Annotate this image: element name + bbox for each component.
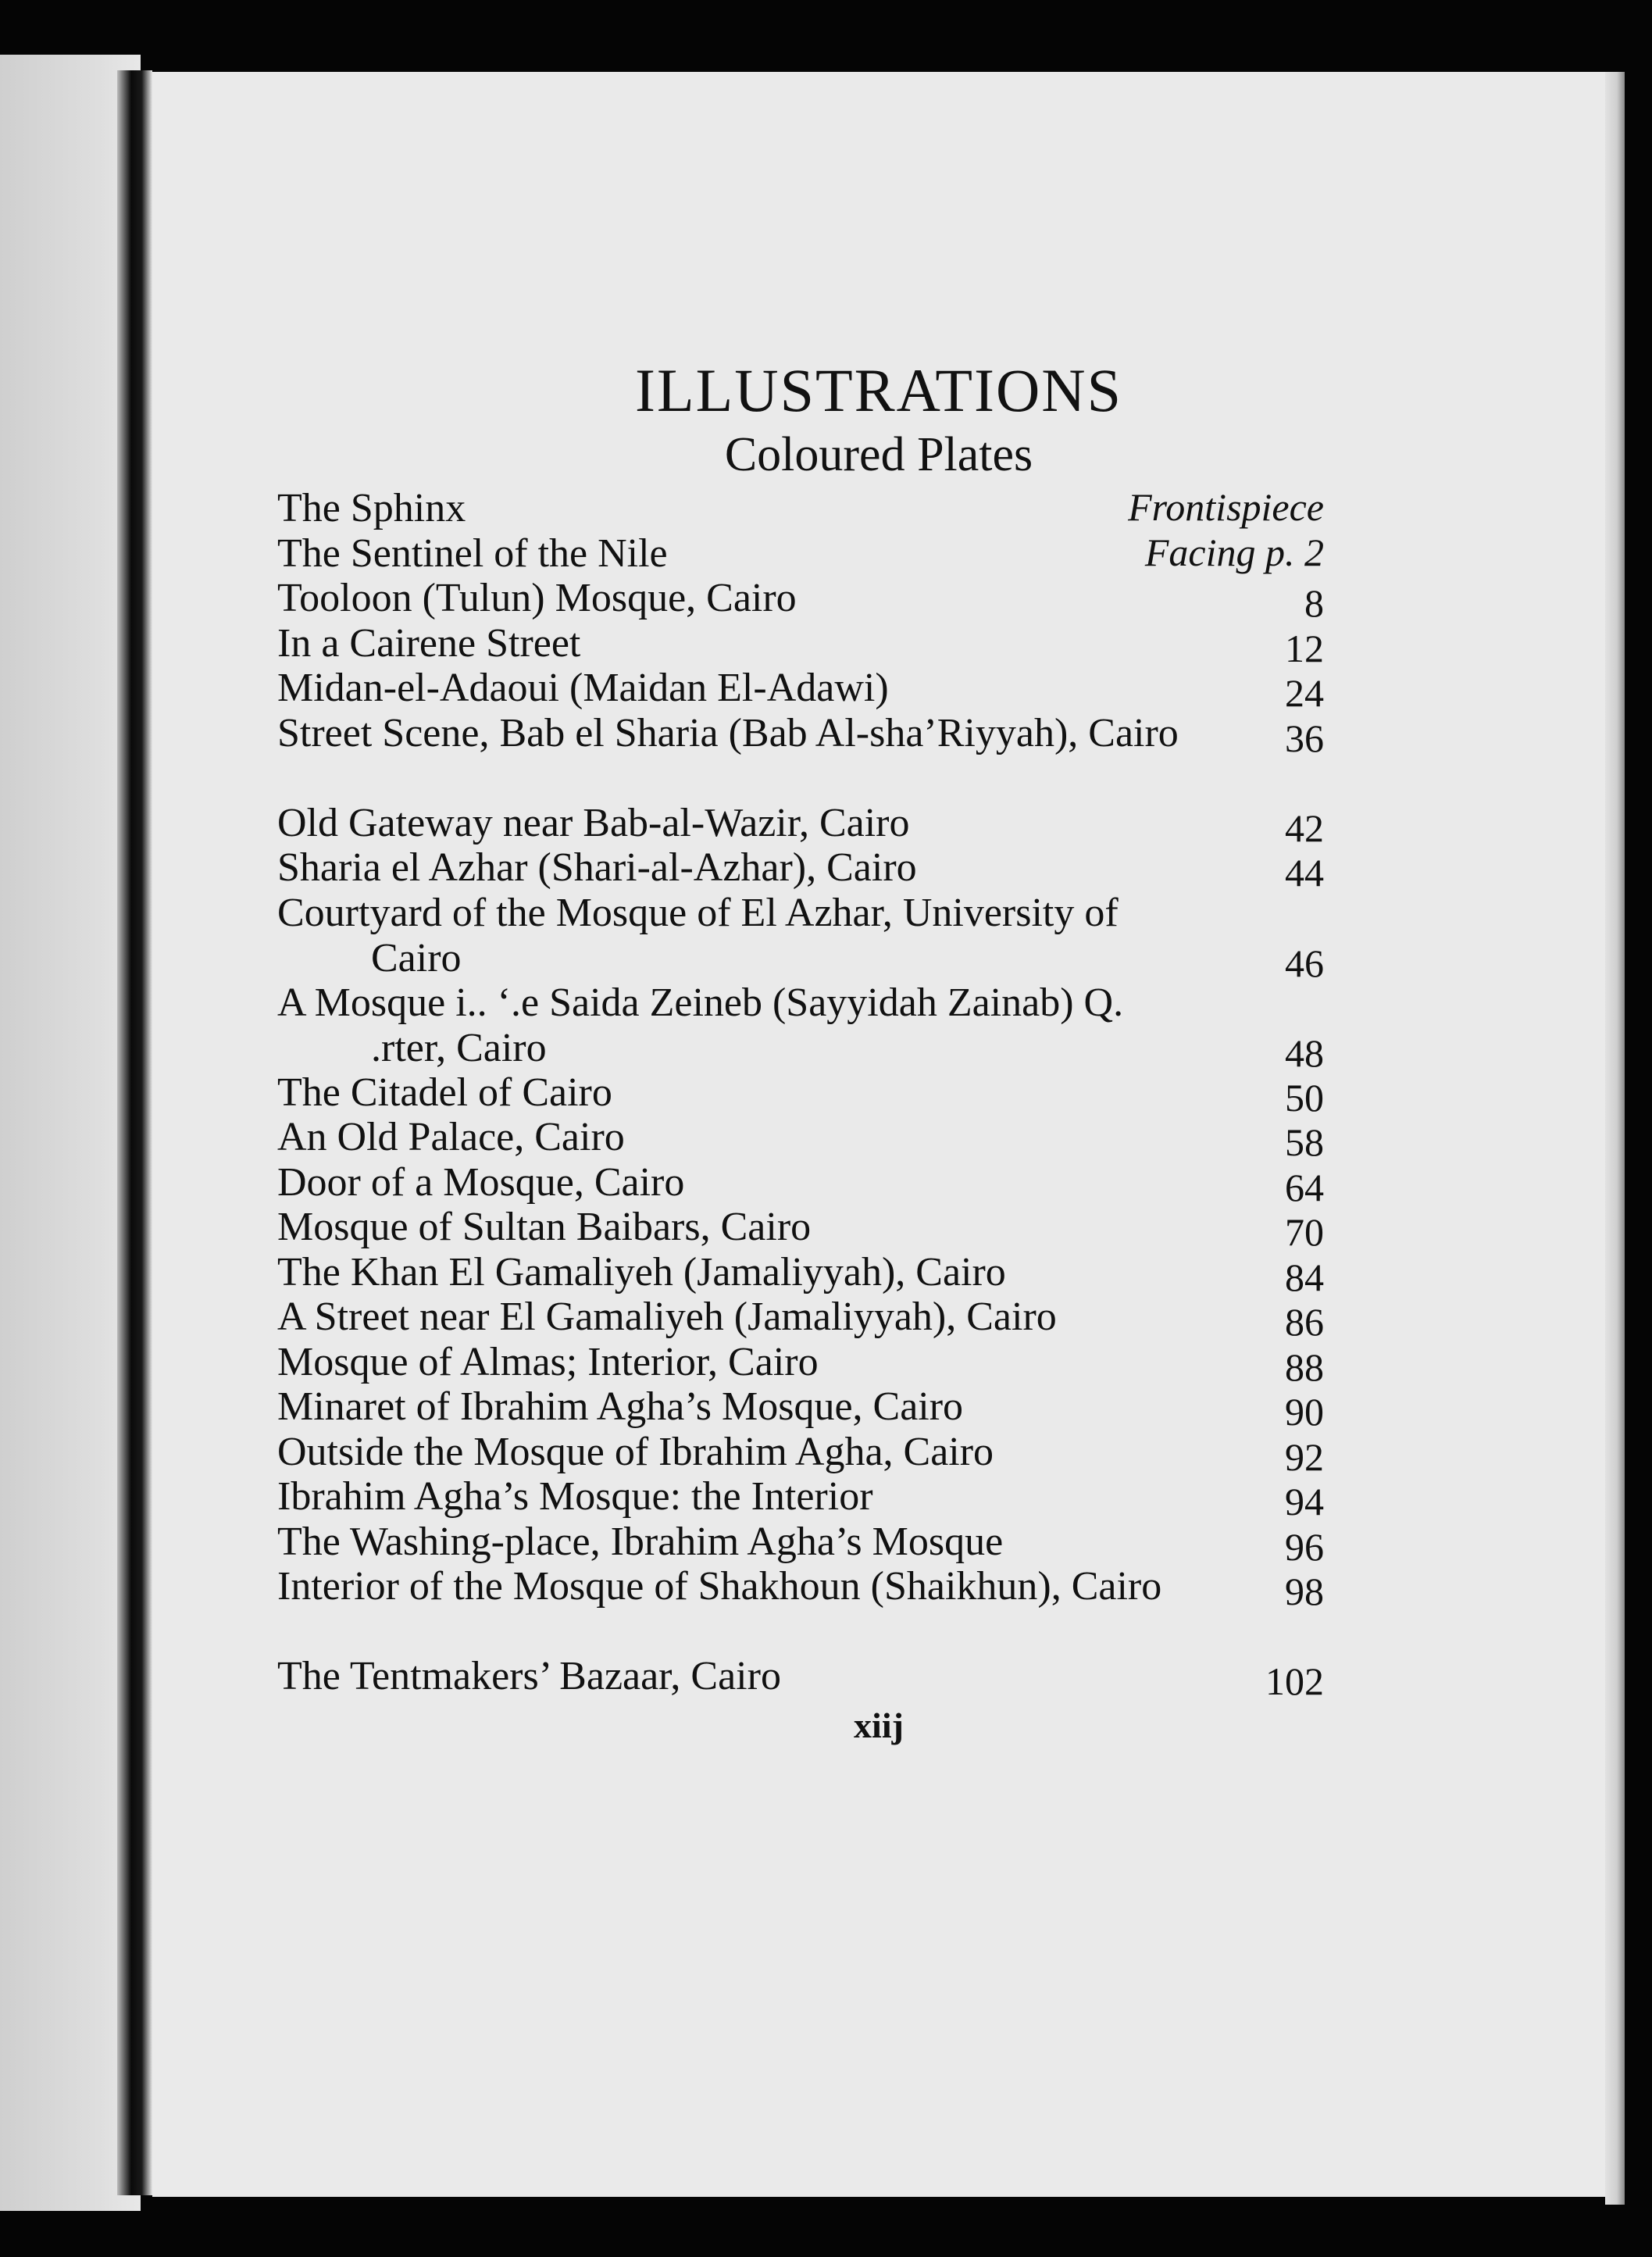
list-item — [277, 1654, 1324, 1703]
page-number: 88 — [1285, 1345, 1324, 1389]
page-number: 64 — [1285, 1165, 1324, 1209]
illustration-title: An Old Palace, Cairo — [277, 1115, 625, 1159]
page-number: 84 — [1285, 1255, 1324, 1299]
right-page-edge — [1605, 72, 1625, 2205]
page-folio: xiij — [854, 1705, 904, 1745]
list-item — [277, 1564, 1324, 1613]
page-number: 12 — [1285, 626, 1324, 670]
illustration-title: The Washing-place, Ibrahim Agha’s Mosque — [277, 1519, 1004, 1564]
page-number: 94 — [1285, 1480, 1324, 1523]
page-number: Frontispiece — [1128, 485, 1324, 529]
illustration-title: The Sphinx — [277, 486, 466, 530]
list-item — [277, 1070, 1324, 1120]
list-item — [277, 1159, 1324, 1209]
illustration-title: Street Scene, Bab el Sharia (Bab Al-sha’Riyyah), Cairo — [277, 710, 1179, 755]
list-item — [277, 1474, 1324, 1523]
page-number: Facing p. 2 — [1144, 530, 1324, 574]
page-number: 102 — [1265, 1659, 1324, 1703]
illustration-title: Courtyard of the Mosque of El Azhar, University of Cairo — [277, 890, 1119, 980]
page-number: 44 — [1285, 851, 1324, 895]
illustration-title: Old Gateway near Bab-al-Wazir, Cairo — [277, 800, 910, 845]
page-number: 36 — [1285, 716, 1324, 760]
list-item — [277, 710, 1324, 760]
illustration-title: Tooloon (Tulun) Mosque, Cairo — [277, 576, 797, 620]
page-number: 48 — [1285, 1030, 1324, 1075]
list-item — [277, 800, 1324, 850]
page-number: 42 — [1285, 805, 1324, 850]
list-item — [277, 1249, 1324, 1299]
illustration-title: Interior of the Mosque of Shakhoun (Shaikhun), Cairo — [277, 1564, 1162, 1609]
page-number: 46 — [1285, 941, 1324, 985]
page-number: 58 — [1285, 1120, 1324, 1164]
page-number: 96 — [1285, 1524, 1324, 1569]
page-number: 98 — [1285, 1570, 1324, 1613]
illustration-title: Midan-el-Adaoui (Maidan El-Adawi) — [277, 666, 889, 710]
list-item — [277, 1339, 1324, 1389]
page-number: 50 — [1285, 1075, 1324, 1120]
list-item — [277, 1384, 1324, 1434]
list-item — [277, 486, 1324, 531]
page-number: 8 — [1304, 581, 1324, 625]
illustration-title: The Tentmakers’ Bazaar, Cairo — [277, 1654, 781, 1698]
list-item — [277, 576, 1324, 625]
page-number: 86 — [1285, 1300, 1324, 1344]
illustration-title: Sharia el Azhar (Shari-al-Azhar), Cairo — [277, 845, 917, 890]
book-gutter — [117, 70, 152, 2195]
illustration-title: The Citadel of Cairo — [277, 1070, 612, 1115]
section-subtitle: Coloured Plates — [724, 428, 1033, 481]
page-number: 70 — [1285, 1210, 1324, 1254]
illustration-title: The Khan El Gamaliyeh (Jamaliyyah), Cairo — [277, 1249, 1006, 1295]
list-item — [277, 620, 1324, 670]
illustration-title: Mosque of Almas; Interior, Cairo — [277, 1339, 819, 1384]
list-item — [277, 1429, 1324, 1479]
list-item — [277, 980, 1324, 1075]
illustration-title: Outside the Mosque of Ibrahim Agha, Cairo — [277, 1429, 994, 1474]
page-number: 24 — [1285, 671, 1324, 715]
illustration-title: Minaret of Ibrahim Agha’s Mosque, Cairo — [277, 1384, 964, 1429]
illustration-title: In a Cairene Street — [277, 620, 581, 666]
illustration-title: A Mosque i.. ‘.e Saida Zeineb (Sayyidah Zainab) Q. .rter, Cairo — [277, 980, 1124, 1070]
page-number: 90 — [1285, 1390, 1324, 1434]
list-item — [277, 531, 1324, 577]
list-item — [277, 1295, 1324, 1344]
illustration-title: Mosque of Sultan Baibars, Cairo — [277, 1205, 812, 1249]
illustration-title: Door of a Mosque, Cairo — [277, 1159, 685, 1205]
illustration-title: Ibrahim Agha’s Mosque: the Interior — [277, 1474, 873, 1519]
list-item — [277, 666, 1324, 715]
list-item — [277, 1519, 1324, 1569]
page-number: 92 — [1285, 1434, 1324, 1479]
page-title: ILLUSTRATIONS — [635, 356, 1122, 424]
list-item — [277, 845, 1324, 895]
illustration-title: The Sentinel of the Nile — [277, 530, 668, 576]
list-item — [277, 1115, 1324, 1164]
book-page — [152, 72, 1605, 2197]
list-item — [277, 890, 1324, 985]
illustration-title: A Street near El Gamaliyeh (Jamaliyyah), Cairo — [277, 1295, 1057, 1339]
list-item — [277, 1205, 1324, 1254]
